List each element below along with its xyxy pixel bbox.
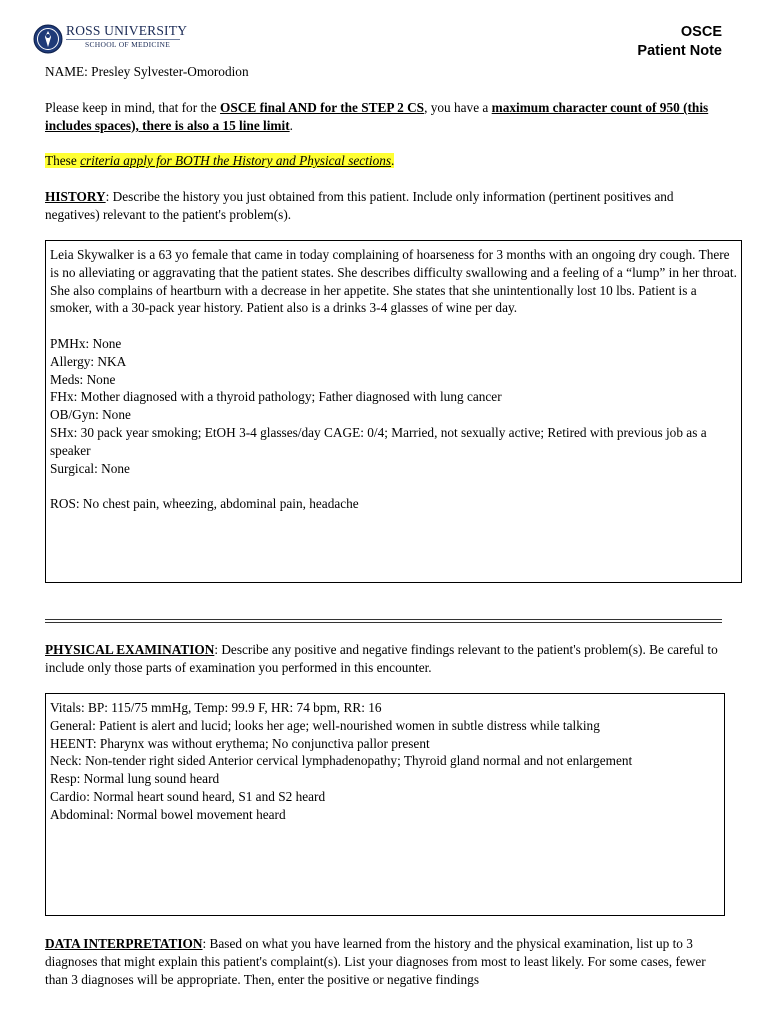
data-interpretation-instructions	[45, 935, 725, 989]
data-interpretation-heading: DATA INTERPRETATION	[45, 936, 203, 951]
university-seal-icon	[33, 24, 63, 54]
title-osce: OSCE	[680, 24, 722, 40]
data-interpretation-text: : Based on what you have learned from the history and the physical examination, list up to 3 diagnoses that might explain this patient's complaint(s). List your diagnoses from most to least likely. For some cases, fewer than 3 diagnoses will be appropriate. Then, enter the positive or negative findings	[45, 936, 706, 987]
title-patient-note: Patient Note	[637, 43, 722, 59]
exam-neck: Neck: Non-tender right sided Anterior cervical lymphadenopathy; Thyroid gland normal and not enlargement	[50, 753, 633, 769]
physical-exam-instruction-text: : Describe any positive and negative findings relevant to the patient's problem(s). Be careful to include only those parts of examination you performed in this encounter.	[45, 642, 718, 675]
history-instructions	[45, 188, 725, 224]
history-textbox[interactable]	[45, 240, 742, 583]
history-heading: HISTORY	[45, 189, 106, 204]
criteria-note	[45, 152, 725, 170]
exam-vitals: Vitals: BP: 115/75 mmHg, Temp: 99.9 F, HR: 74 bpm, RR: 16	[50, 700, 382, 715]
exam-general: General: Patient is alert and lucid; looks her age; well-nourished women in subtle distress while talking	[50, 717, 600, 733]
history-meds: Meds: None	[50, 371, 116, 387]
history-allergy: Allergy: NKA	[50, 353, 127, 369]
section-divider	[45, 619, 722, 623]
document-title	[637, 23, 722, 61]
physical-exam-textbox[interactable]	[45, 693, 725, 916]
history-instruction-text: : Describe the history you just obtained from this patient. Include only information (pertinent positives and negatives) relevant to the patient's problem(s).	[45, 189, 674, 222]
student-name: NAME: Presley Sylvester-Omorodion	[45, 64, 249, 79]
history-ros: ROS: No chest pain, wheezing, abdominal pain, headache	[50, 496, 359, 512]
history-surgical: Surgical: None	[50, 460, 130, 476]
reminder-end: .	[289, 118, 293, 133]
reminder-limit: maximum character count of 950 (this includes spaces), there is also a 15 line limit	[45, 100, 709, 133]
logo-university-name: ROSS UNIVERSITY	[66, 23, 188, 38]
exam-resp: Resp: Normal lung sound heard	[50, 771, 220, 787]
physical-exam-instructions	[45, 641, 725, 677]
criteria-text: criteria apply for BOTH the History and Physical sections	[80, 153, 392, 168]
logo-school-name: SCHOOL OF MEDICINE	[85, 40, 171, 49]
exam-cardio: Cardio: Normal heart sound heard, S1 and S2 heard	[50, 788, 326, 804]
exam-abdominal: Abdominal: Normal bowel movement heard	[50, 806, 286, 822]
reminder-mid: , you have a	[424, 100, 492, 115]
exam-heent: HEENT: Pharynx was without erythema; No conjunctiva pallor present	[50, 735, 430, 751]
history-shx: SHx: 30 pack year smoking; EtOH 3-4 glasses/day CAGE: 0/4; Married, not sexually active; Retired with previous job as a speaker	[50, 424, 707, 458]
character-limit-reminder	[45, 99, 725, 135]
history-obgyn: OB/Gyn: None	[50, 407, 131, 423]
reminder-exams: OSCE final AND for the STEP 2 CS	[220, 100, 425, 115]
history-fhx: FHx: Mother diagnosed with a thyroid pathology; Father diagnosed with lung cancer	[50, 389, 502, 405]
criteria-prefix: These	[45, 153, 81, 168]
criteria-end: .	[391, 153, 395, 168]
history-narrative: Leia Skywalker is a 63 yo female that came in today complaining of hoarseness for 3 months with an ongoing dry cough. There is no alleviating or aggravating that the patient states. She describes difficulty swallowing and a feeling of a “lump” in her throat. She also complains of heartburn with a decrease in her appetite. She states that she unintentionally lost 10 lbs. Patient is a smoker, with a 30-pack year history. Patient also is a drinks 3-4 glasses of wine per day.	[50, 247, 737, 316]
history-pmhx: PMHx: None	[50, 335, 122, 351]
reminder-prefix: Please keep in mind, that for the	[45, 100, 221, 115]
physical-exam-heading: PHYSICAL EXAMINATION	[45, 642, 215, 657]
ross-university-logo	[33, 22, 188, 56]
